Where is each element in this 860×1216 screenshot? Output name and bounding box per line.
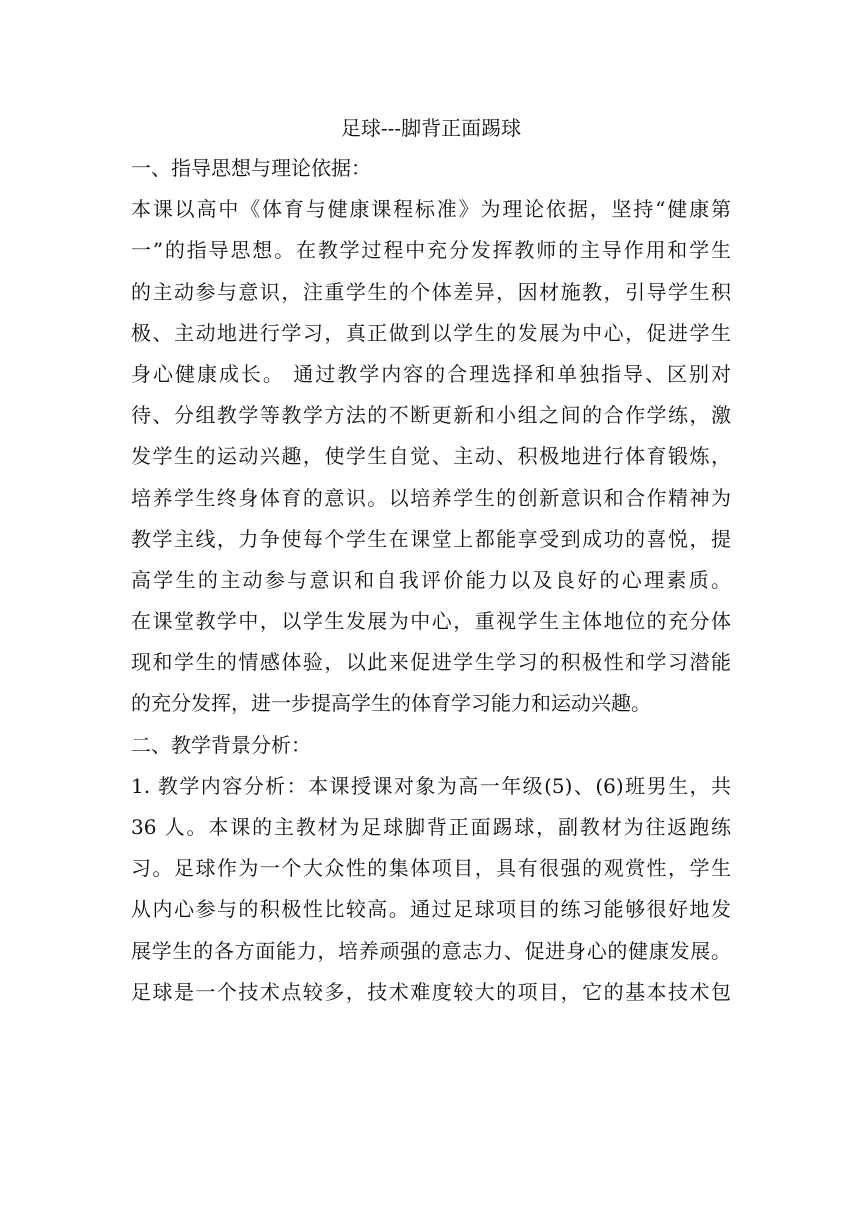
text-line: 发学生的运动兴趣，使学生自觉、主动、积极地进行体育锻炼， <box>131 444 731 469</box>
text-line: 本课以高中《体育与健康课程标准》为理论依据，坚持“健康第 <box>131 197 731 222</box>
document-title: 足球---脚背正面踢球 <box>340 116 522 140</box>
text-line: 展学生的各方面能力，培养顽强的意志力、促进身心的健康发展。 <box>131 938 731 963</box>
text-line: 在课堂教学中，以学生发展为中心，重视学生主体地位的充分体 <box>131 609 731 634</box>
text-line: 36 人。本课的主教材为足球脚背正面踢球，副教材为往返跑练 <box>131 815 731 839</box>
text-line: 二、教学背景分析： <box>131 732 311 757</box>
text-line: 教学主线，力争使每个学生在课堂上都能享受到成功的喜悦，提 <box>131 526 731 551</box>
text-line: 高学生的主动参与意识和自我评价能力以及良好的心理素质。 <box>131 567 731 592</box>
text-line: 足球是一个技术点较多，技术难度较大的项目，它的基本技术包 <box>131 979 731 1004</box>
text-line: 的主动参与意识，注重学生的个体差异，因材施教，引导学生积 <box>131 279 731 304</box>
text-line: 极、主动地进行学习，真正做到以学生的发展为中心，促进学生 <box>131 320 731 345</box>
text-line: 从内心参与的积极性比较高。通过足球项目的练习能够很好地发 <box>131 897 731 922</box>
text-line: 的充分发挥，进一步提高学生的体育学习能力和运动兴趣。 <box>131 691 651 716</box>
text-line: 习。足球作为一个大众性的集体项目，具有很强的观赏性，学生 <box>131 856 731 881</box>
text-lines <box>131 150 731 1010</box>
text-line: 培养学生终身体育的意识。以培养学生的创新意识和合作精神为 <box>131 485 731 510</box>
text-line: 1. 教学内容分析：本课授课对象为高一年级(5)、(6)班男生，共 <box>131 773 731 798</box>
document-body <box>131 110 731 1015</box>
text-line: 一、指导思想与理论依据： <box>131 156 371 180</box>
text-line: 现和学生的情感体验，以此来促进学生学习的积极性和学习潜能 <box>131 650 731 675</box>
text-line: 身心健康成长。 通过教学内容的合理选择和单独指导、区别对 <box>131 361 731 386</box>
text-line: 待、分组教学等教学方法的不断更新和小组之间的合作学练，激 <box>131 403 731 428</box>
text-line: 一”的指导思想。在教学过程中充分发挥教师的主导作用和学生 <box>131 238 731 263</box>
